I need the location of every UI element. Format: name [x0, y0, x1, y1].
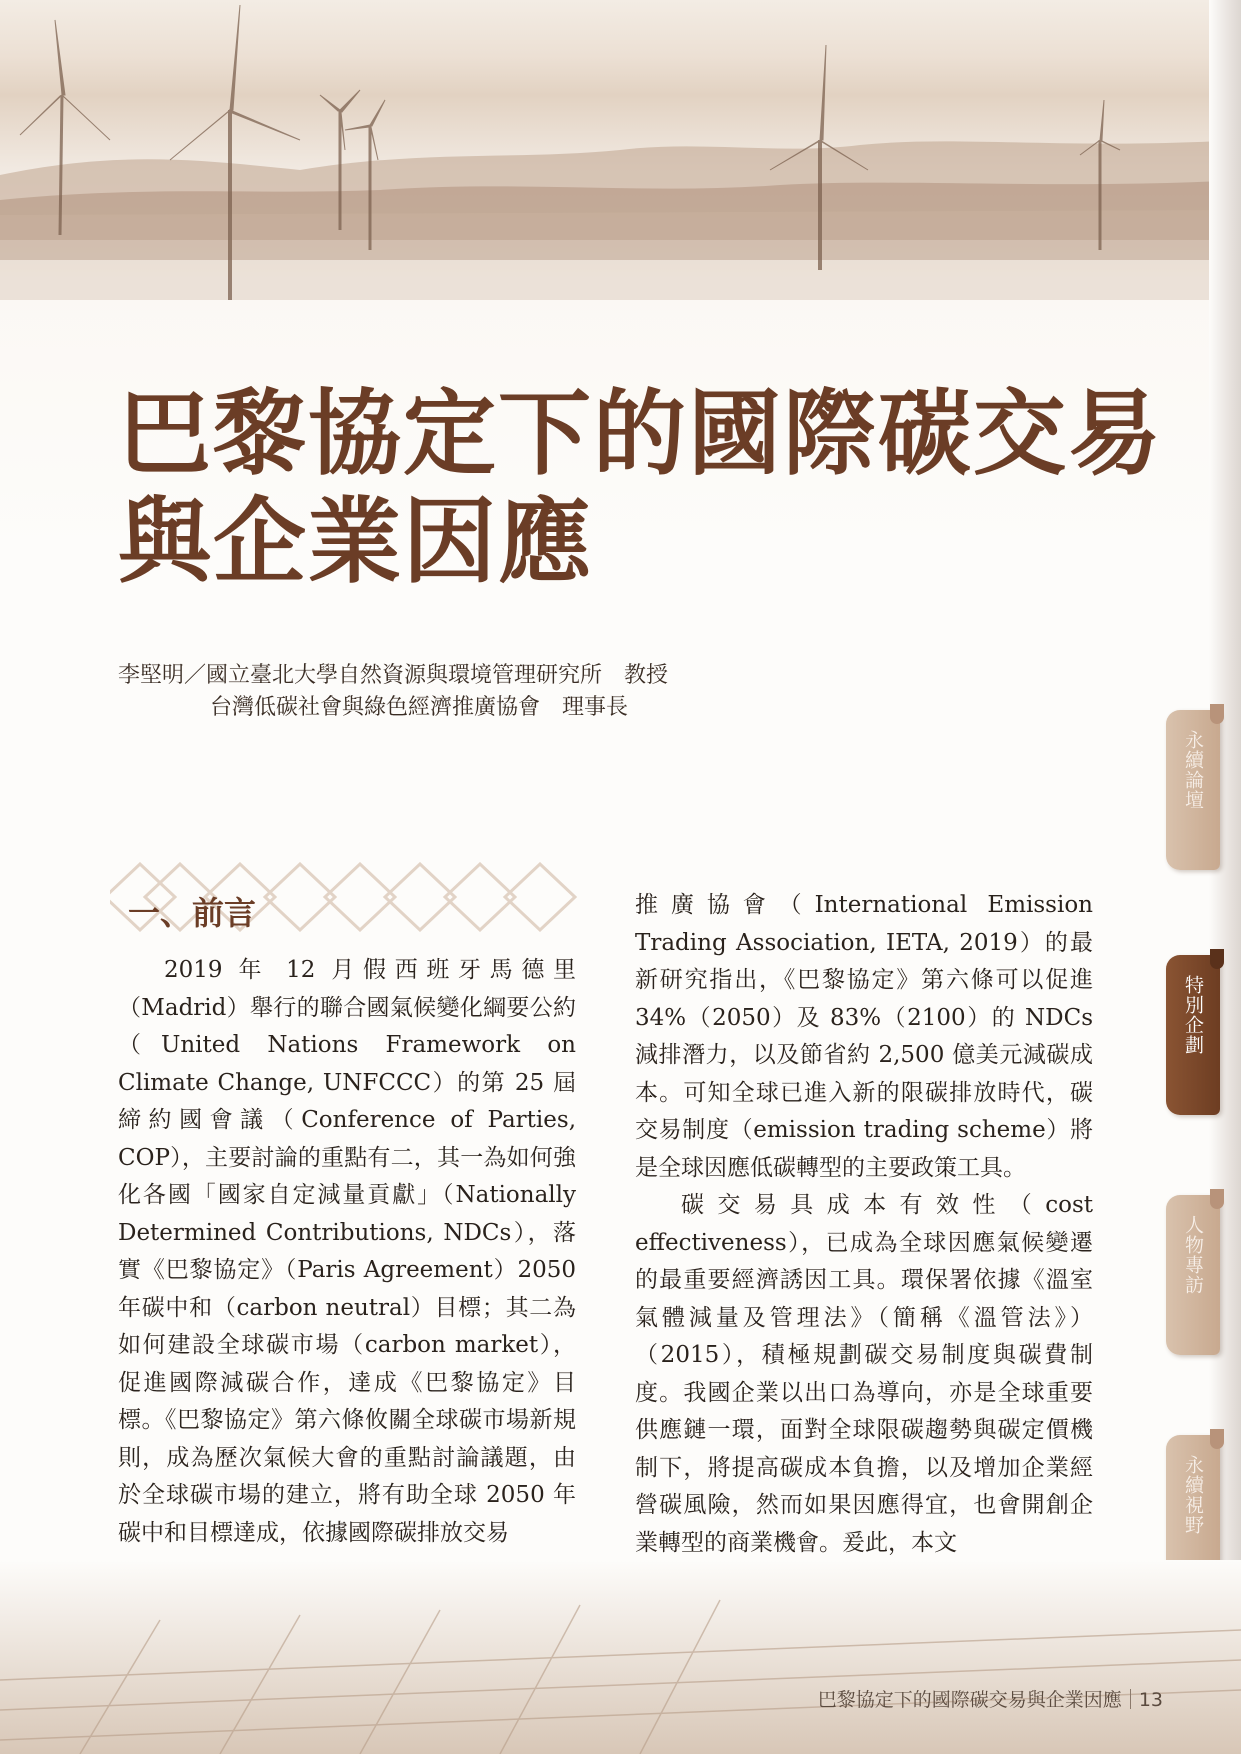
page-footer [818, 1685, 1163, 1712]
paragraph: 碳交易具成本有效性（cost effectiveness），已成為全球因應氣候變遷的最重要經濟誘因工具。環保署依據《溫室氣體減量及管理法》（簡稱《溫管法》）（2015），積極規劃碳交易制度與碳費制度。我國企業以出口為導向，亦是全球重要供應鏈一環，面對全球限碳趨勢與碳定價機制下，將提高碳成本負擔，以及增加企業經營碳風險，然而如果因應得宜，也會開創企業轉型的商業機會。爰此，本文 [635, 1192, 1093, 1556]
left-column [118, 952, 576, 1552]
page-number: 13 [1138, 1689, 1163, 1711]
solar-panel-illustration [0, 1560, 1241, 1754]
paragraph: 推廣協會（International Emission Trading Association, IETA, 2019）的最新研究指出，《巴黎協定》第六條可以促進 34%（2050）及 83%（2100）的 NDCs 減排潛力，以及節省約 2,500 億美元減碳成本。可知全球已進入新的限碳排放時代，碳交易制度（emission trading scheme）將是全球因應低碳轉型的主要政策工具。 [635, 892, 1093, 1181]
section-heading [110, 862, 580, 932]
title-line-2: 與企業因應 [118, 488, 593, 596]
side-tab-label: 人物專訪 [1182, 1215, 1204, 1295]
author-block [118, 660, 668, 724]
tab-curl-icon [1210, 949, 1224, 969]
article-title [118, 380, 1163, 596]
paragraph: 2019 年 12 月假西班牙馬德里（Madrid）舉行的聯合國氣候變化綱要公約（United Nations Framework on Climate Change, UNFCCC）的第 25 屆締約國會議（Conference of Parties, COP），主要討論的重點有二，其一為如何強化各國「國家自定減量貢獻」（Nationally Determined Contributions, NDCs），落實《巴黎協定》（Paris Agreement）2050 年碳中和（carbon neutral）目標；其二為如何建設全球碳市場（carbon market），促進國際減碳合作，達成《巴黎協定》目標。《巴黎協定》第六條攸關全球碳市場新規則，成為歷次氣候大會的重點討論議題，由於全球碳市場的建立，將有助全球 2050 年碳中和目標達成，依據國際碳排放交易 [118, 957, 576, 1546]
tab-curl-icon [1210, 1429, 1224, 1449]
tab-curl-icon [1210, 1189, 1224, 1209]
title-line-1: 巴黎協定下的國際碳交易 [118, 380, 1163, 488]
running-title: 巴黎協定下的國際碳交易與企業因應 [817, 1689, 1122, 1711]
author-line-2: 台灣低碳社會與綠色經濟推廣協會 理事長 [210, 695, 629, 720]
footer-divider [1130, 1689, 1131, 1709]
side-tab-label: 特別企劃 [1182, 975, 1204, 1055]
side-tab-label: 永續論壇 [1182, 730, 1204, 810]
right-column [635, 887, 1093, 1562]
section-title: 一、前言 [128, 894, 257, 932]
side-tab-special-feature[interactable] [1166, 955, 1220, 1115]
side-tab-forum[interactable] [1166, 710, 1220, 870]
side-tab-interview[interactable] [1166, 1195, 1220, 1355]
tab-curl-icon [1210, 704, 1224, 724]
author-line-1: 李堅明／國立臺北大學自然資源與環境管理研究所 教授 [118, 663, 669, 688]
side-tab-label: 永續視野 [1182, 1455, 1204, 1535]
